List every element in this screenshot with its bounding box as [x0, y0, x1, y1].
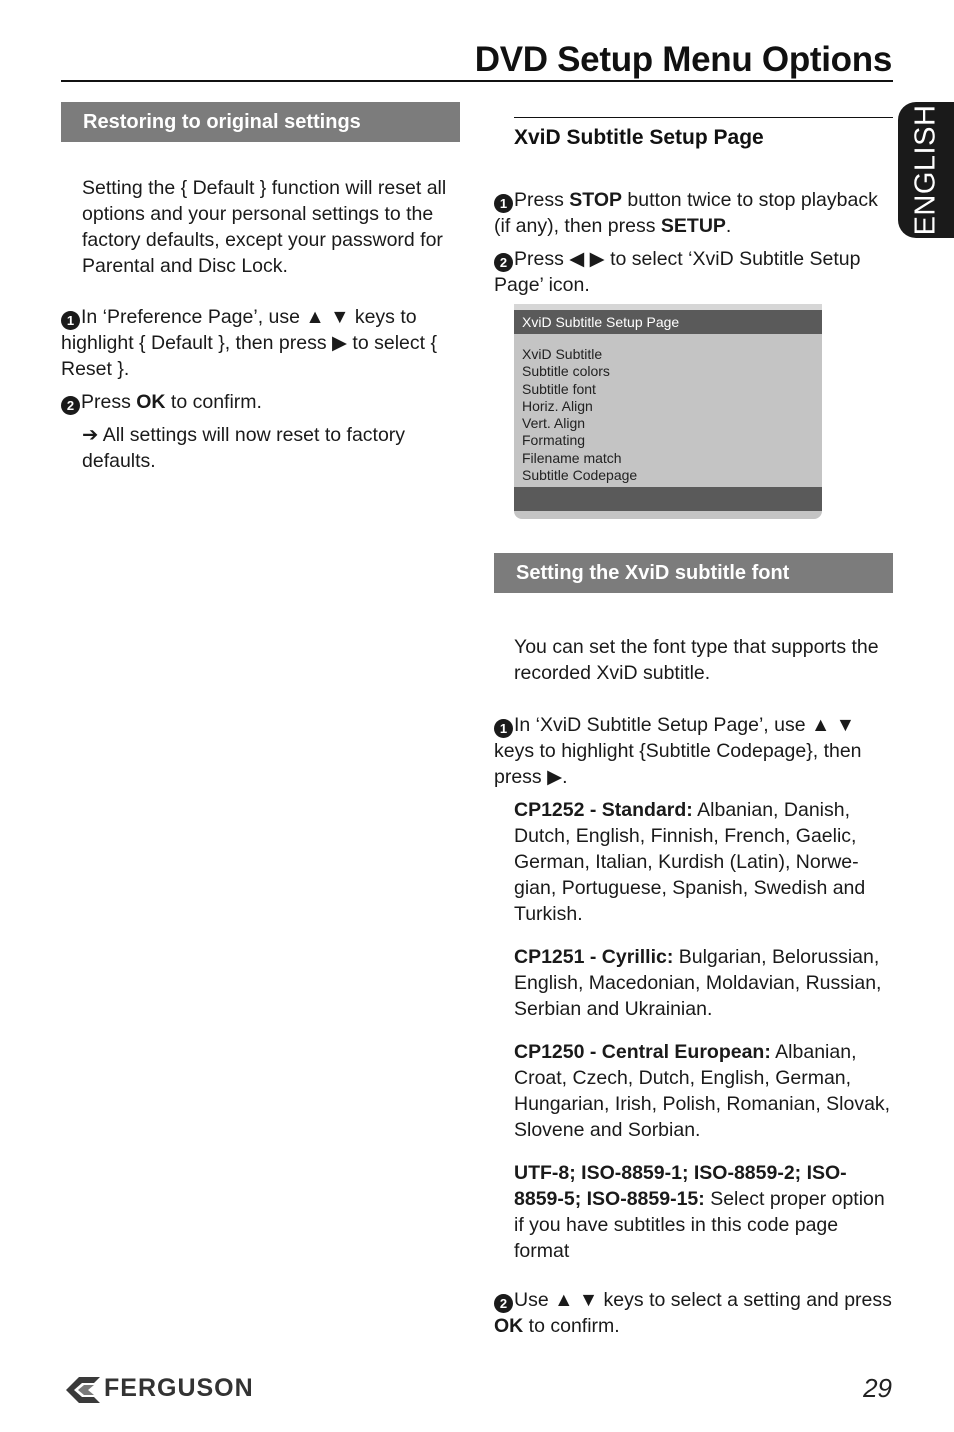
- page-title: DVD Setup Menu Options: [474, 40, 892, 79]
- restore-intro: Setting the { Default } function will reset all options and your personal settings to the factory defaults, except your password for Parental and Disc Lock.: [82, 177, 447, 277]
- codepage-cp1252: CP1252 - Standard: Albanian, Danish, Dutch, English, Finnish, French, Gaelic, German, Italian, Kurdish (Latin), Norwe-gian, Portuguese, Spanish, Swedish and Turkish.: [514, 799, 866, 925]
- language-tab-label: ENGLISH: [909, 104, 942, 236]
- up-down-arrows-icon: ▲ ▼: [305, 306, 350, 328]
- font-step-2: 2 Use ▲ ▼ keys to select a setting and press OK to confirm.: [494, 1289, 892, 1337]
- menu-item: Subtitle Codepage: [522, 467, 638, 484]
- xvid-step-2: 2 Press ◀ ▶ to select ‘XviD Subtitle Setup Page’ icon.: [494, 248, 861, 296]
- title-rule: [61, 80, 893, 82]
- font-step-1: 1 In ‘XviD Subtitle Setup Page’, use ▲ ▼ keys to highlight {Subtitle Codepage}, then press ▶.: [494, 714, 862, 788]
- heading-rule: [514, 117, 893, 118]
- step-number-icon: 2: [61, 396, 80, 415]
- right-arrow-icon: ▶: [332, 332, 348, 354]
- up-down-arrows-icon: ▲ ▼: [554, 1289, 599, 1311]
- font-intro: You can set the font type that supports the recorded XviD subtitle.: [514, 636, 879, 684]
- language-tab: [898, 102, 954, 238]
- step-number-icon: 2: [494, 1294, 513, 1313]
- menu-item: XviD Subtitle: [522, 346, 603, 362]
- left-right-arrows-icon: ◀ ▶: [569, 248, 605, 270]
- step-number-icon: 1: [494, 719, 513, 738]
- menu-item: Subtitle colors: [522, 363, 610, 380]
- codepage-utf-iso: UTF-8; ISO-8859-1; ISO-8859-2; ISO-8859-5; ISO-8859-15: Select proper option if you have subtitles in this code page format: [514, 1162, 885, 1262]
- restore-result: ➔ All settings will now reset to factory defaults.: [82, 424, 406, 472]
- step-number-icon: 1: [494, 194, 513, 213]
- menu-item: Horiz. Align: [522, 397, 593, 414]
- ferguson-logo: [64, 1374, 314, 1406]
- section-banner-restore: Restoring to original settings: [61, 102, 460, 142]
- menu-item: Vert. Align: [522, 415, 586, 432]
- ferguson-logo-icon: [64, 1375, 102, 1405]
- up-down-arrows-icon: ▲ ▼: [811, 714, 856, 736]
- codepage-cp1251: CP1251 - Cyrillic: Bulgarian, Belorussian, English, Macedonian, Moldavian, Russian, Serbian and Ukrainian.: [514, 946, 882, 1020]
- step-number-icon: 1: [61, 311, 80, 330]
- menu-item-list: [514, 334, 822, 487]
- step-number-icon: 2: [494, 253, 513, 272]
- codepage-cp1250: CP1250 - Central European: Albanian, Croat, Czech, Dutch, English, German, Hungarian, Irish, Polish, Romanian, Slovak, Slovene and Sorbian.: [514, 1041, 891, 1141]
- xvid-step-1: 1 Press STOP button twice to stop playback (if any), then press SETUP.: [494, 189, 878, 237]
- page-number: 29: [863, 1373, 892, 1403]
- right-arrow-icon: ▶: [547, 766, 563, 788]
- result-arrow-icon: ➔: [82, 424, 99, 446]
- menu-screen-footer: [514, 487, 822, 511]
- menu-screen-title: XviD Subtitle Setup Page: [514, 310, 822, 334]
- setup-menu-screenshot: [514, 304, 822, 519]
- xvid-heading: XviD Subtitle Setup Page: [514, 126, 764, 149]
- menu-item: Filename match: [522, 449, 622, 466]
- menu-item: Formating: [522, 432, 586, 449]
- menu-item: Subtitle font: [522, 380, 596, 397]
- section-banner-font: Setting the XviD subtitle font: [494, 553, 893, 593]
- restore-step-2: 2 Press OK to confirm.: [61, 389, 441, 415]
- ferguson-logo-text: FERGUSON: [104, 1374, 254, 1402]
- restore-step-1: 1 In ‘Preference Page’, use ▲ ▼ keys to highlight { Default }, then press ▶ to select { Reset }.: [61, 306, 437, 380]
